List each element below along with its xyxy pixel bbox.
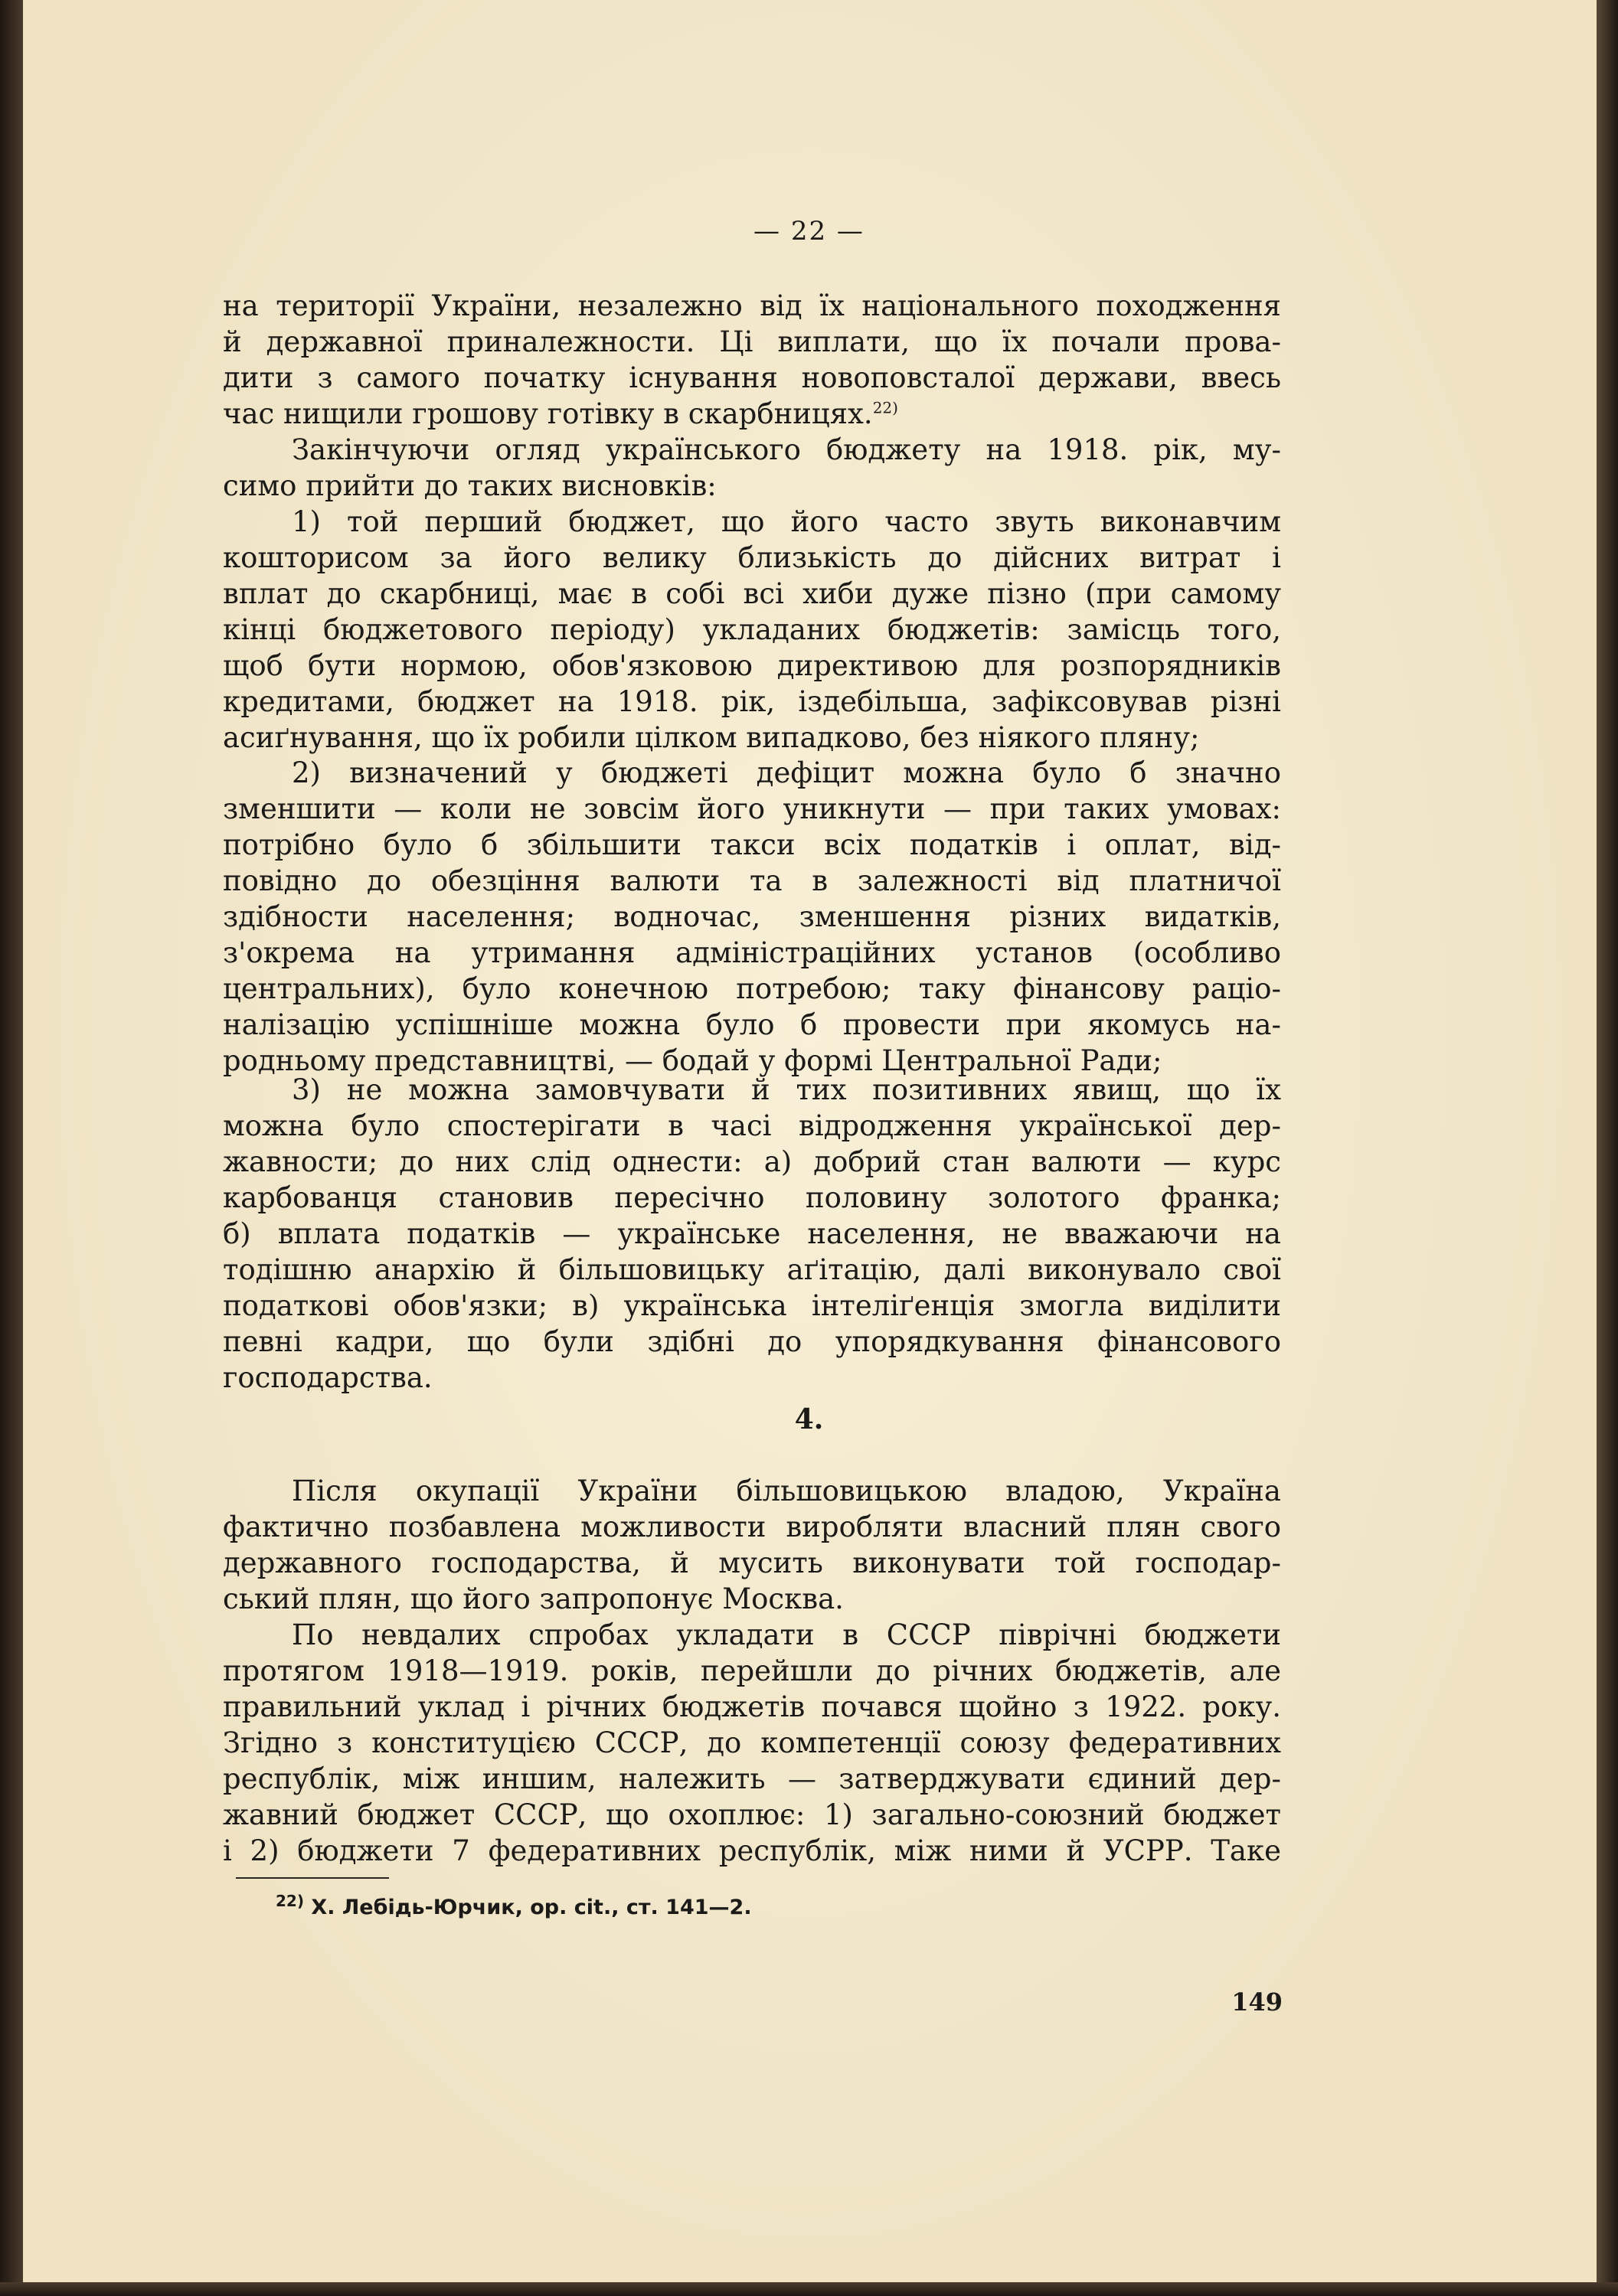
text-line	[223, 396, 1281, 432]
text-line: кредитами, бюджет на 1918. рік, іздебільша, зафіксовував різні	[223, 685, 1281, 718]
text-line: певні кадри, що були здібні до упорядкування фінансового	[223, 1325, 1281, 1358]
page-bottom-shadow	[0, 2282, 1618, 2296]
text-line: 2) визначений у бюджеті дефіцит можна було б значно	[292, 756, 1281, 789]
text-line: кошторисом за його велику близькість до дійсних витрат і	[223, 541, 1281, 574]
text-line: жавности; до них слід однести: а) добрий стан валюти — курс	[223, 1145, 1281, 1178]
text-line: зменшити — коли не зовсім його уникнути — при таких умовах:	[223, 792, 1281, 825]
paragraph-point-1	[223, 504, 1281, 756]
paragraph-point-2	[223, 755, 1281, 1079]
paragraph-ussr-budgets	[223, 1617, 1281, 1869]
footnote-reference: 22)	[872, 398, 898, 417]
text-line: По невдалих спробах укладати в СССР піврічні бюджети	[292, 1618, 1281, 1651]
running-header: — 22 —	[753, 216, 865, 247]
text-line: родньому представництві, — бодай у формі Центральної Ради;	[223, 1044, 1162, 1077]
text-line: б) вплата податків — українське населення, не вважаючи на	[223, 1217, 1281, 1250]
footnote	[276, 1892, 752, 1919]
footnote-divider	[236, 1877, 389, 1879]
text-line: ський плян, що його запропонує Москва.	[223, 1582, 844, 1615]
text-line: протягом 1918—1919. років, перейшли до річних бюджетів, але	[223, 1654, 1281, 1687]
text-line: Після окупації України більшовицькою владою, Україна	[292, 1475, 1281, 1507]
paragraph-conclusions-intro	[223, 432, 1281, 504]
text-line: можна було спостерігати в часі відродження української дер-	[223, 1109, 1281, 1142]
text-line: симо прийти до таких висновків:	[223, 469, 717, 502]
text-line: і 2) бюджети 7 федеративних республік, між ними й УСРР. Таке	[223, 1834, 1281, 1867]
text-line: дити з самого початку існування новоповсталої держави, ввесь	[223, 361, 1281, 394]
text-line: фактично позбавлена можливости виробляти власний плян свого	[223, 1511, 1281, 1543]
text-line: асиґнування, що їх робили цілком випадково, без ніякого пляну;	[223, 721, 1200, 754]
paragraph-occupation	[223, 1473, 1281, 1617]
text-line: правильний уклад і річних бюджетів почався щойно з 1922. року.	[223, 1690, 1281, 1723]
text-line: вплат до скарбниці, має в собі всі хиби дуже пізно (при самому	[223, 577, 1281, 610]
text-line: господарства.	[223, 1361, 433, 1394]
paragraph-point-3	[223, 1072, 1281, 1396]
text-line: на території України, незалежно від їх національного походження	[223, 289, 1281, 322]
text-line: податкові обов'язки; в) українська інтеліґенція змогла виділити	[223, 1289, 1281, 1322]
text-line: здібности населення; водночас, зменшення різних видатків,	[223, 900, 1281, 933]
text-line: жавний бюджет СССР, що охоплює: 1) загально-союзний бюджет	[223, 1798, 1281, 1831]
text-line: державного господарства, й мусить виконувати той господар-	[223, 1546, 1281, 1579]
text-line: 1) той перший бюджет, що його часто звуть виконавчим	[292, 505, 1281, 538]
text-line: щоб бути нормою, обов'язковою директивою для розпорядників	[223, 649, 1281, 682]
text-line: кінці бюджетового періоду) укладаних бюджетів: замісць того,	[223, 613, 1281, 646]
paragraph-continuation	[223, 288, 1281, 432]
page-left-shadow	[0, 0, 23, 2296]
text-line: тодішню анархію й більшовицьку аґітацію, далі виконувало свої	[223, 1253, 1281, 1286]
page-number: 149	[1231, 1987, 1283, 2017]
text-line: республік, між иншим, належить — затверджувати єдиний дер-	[223, 1762, 1281, 1795]
text-line: Закінчуючи огляд українського бюджету на 1918. рік, му-	[292, 433, 1281, 466]
section-number: 4.	[794, 1403, 824, 1435]
text-line: й державної приналежности. Ці виплати, що їх почали прова-	[223, 325, 1281, 358]
footnote-mark: 22)	[276, 1892, 304, 1910]
text-line: налізацію успішніше можна було б провести при якомусь на-	[223, 1008, 1281, 1041]
footnote-text: Х. Лебідь-Юрчик, op. cit., ст. 141—2.	[303, 1896, 752, 1919]
text-segment: час нищили грошову готівку в скарбницях.	[223, 397, 873, 430]
text-line: з'окрема на утримання адміністраційних установ (особливо	[223, 936, 1281, 969]
text-line: повідно до обезціння валюти та в залежності від платничої	[223, 864, 1281, 897]
text-line: центральних), було конечною потребою; таку фінансову раціо-	[223, 972, 1281, 1005]
text-line: потрібно було б збільшити такси всіх податків і оплат, від-	[223, 828, 1281, 861]
text-line: карбованця становив пересічно половину золотого франка;	[223, 1181, 1281, 1214]
text-line: 3) не можна замовчувати й тих позитивних явищ, що їх	[292, 1073, 1281, 1106]
page-right-shadow	[1597, 0, 1618, 2296]
text-line: Згідно з конституцією СССР, до компетенції союзу федеративних	[223, 1726, 1281, 1759]
